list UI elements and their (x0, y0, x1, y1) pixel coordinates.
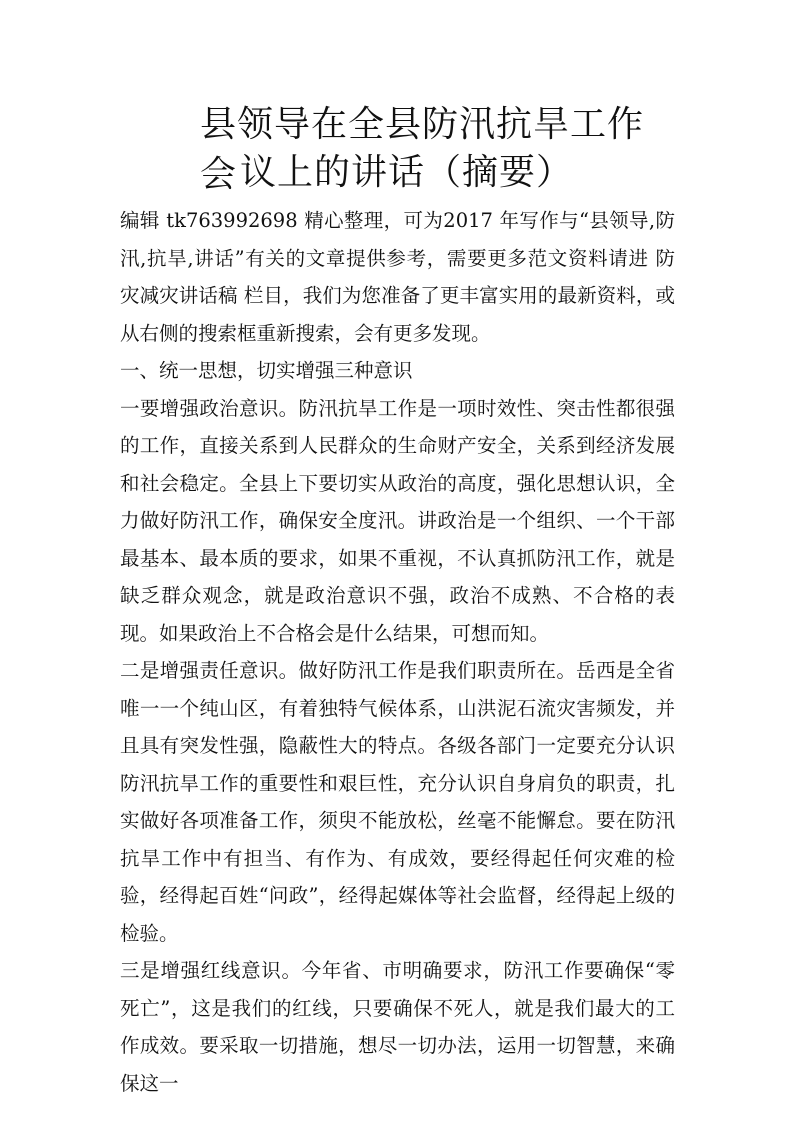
body-paragraph-responsibility: 二是增强责任意识。做好防汛工作是我们职责所在。岳西是全省唯一一个纯山区，有着独特气候体系，山洪泥石流灾害频发，并且具有突发性强，隐蔽性大的特点。各级各部门一定要充分认识防汛抗旱工作的重要性和艰巨性，充分认识自身肩负的职责，扎实做好各项准备工作，须臾不能放松，丝毫不能懈怠。要在防汛抗旱工作中有担当、有作为、有成效，要经得起任何灾难的检验，经得起百姓“问政”，经得起媒体等社会监督，经得起上级的检验。 (120, 659, 675, 945)
document-title-line-2: 议上的讲话（摘要） (240, 152, 574, 193)
body-paragraph-red-line: 三是增强红线意识。今年省、市明确要求，防汛工作要确保“零死亡”，这是我们的红线，只要确保不死人，就是我们最大的工作成效。要采取一切措施，想尽一切办法，运用一切智慧，来确保这一 (120, 959, 675, 1095)
document-body (120, 202, 675, 1102)
document-title-line-1: 县领导在全县防汛抗旱工作会 (200, 104, 645, 195)
intro-paragraph: 编辑 tk763992698 精心整理，可为2017 年写作与“县领导,防汛,抗旱,讲话”有关的文章提供参考，需要更多范文资料请进 防灾减灾讲话稿 栏目，我们为您准备了更丰富实用的最新资料，或从右侧的搜索框重新搜索，会有更多发现。 (120, 209, 675, 345)
section-heading: 一、统一思想，切实增强三种意识 (120, 359, 413, 382)
body-paragraph-political-awareness: 一要增强政治意识。防汛抗旱工作是一项时效性、突击性都很强的工作，直接关系到人民群众的生命财产安全，关系到经济发展和社会稳定。全县上下要切实从政治的高度，强化思想认识，全力做好防汛工作，确保安全度汛。讲政治是一个组织、一个干部最基本、最本质的要求，如果不重视，不认真抓防汛工作，就是缺乏群众观念，就是政治意识不强，政治不成熟、不合格的表现。如果政治上不合格会是什么结果，可想而知。 (120, 396, 675, 645)
